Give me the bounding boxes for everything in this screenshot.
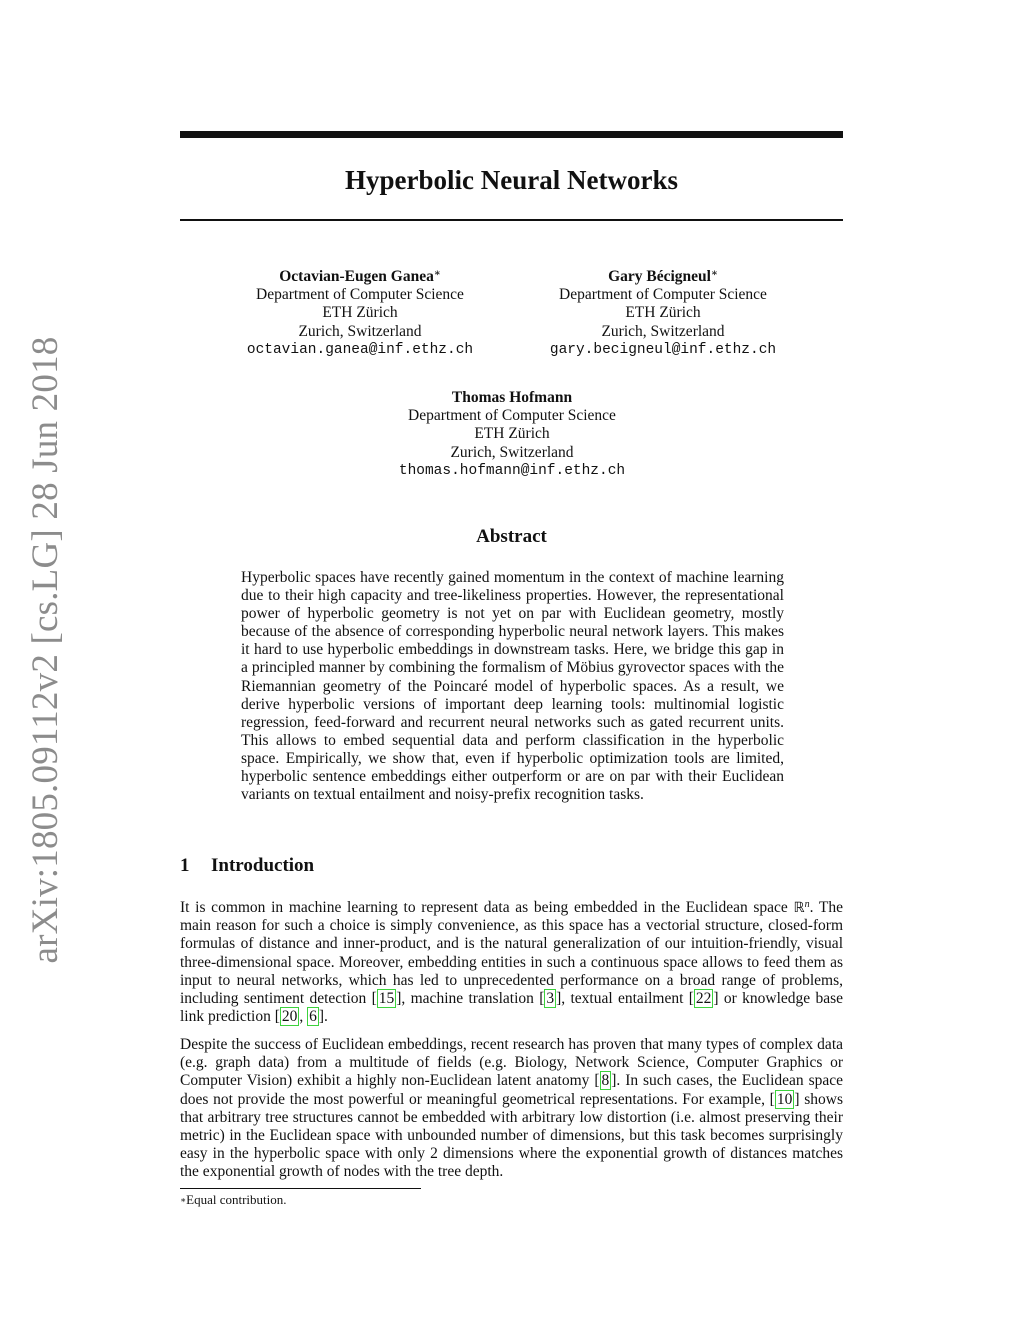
author-email[interactable]: octavian.ganea@inf.ethz.ch [246, 341, 474, 358]
footnote-rule [180, 1188, 421, 1189]
author-name: Gary Bécigneul∗ [608, 268, 718, 285]
author-name: Octavian-Eugen Ganea∗ [279, 268, 441, 285]
real-space-symbol: ℝ [793, 900, 805, 916]
citation-link[interactable]: 22 [695, 990, 712, 1008]
section-title: Introduction [211, 855, 315, 876]
author-location: Zurich, Switzerland [601, 322, 725, 340]
title-top-rule [180, 131, 843, 138]
dimension-exponent: n [804, 899, 810, 910]
section-number: 1 [180, 855, 190, 876]
arxiv-side-stamp: arXiv:1805.09112v2 [cs.LG] 28 Jun 2018 [25, 336, 66, 964]
abstract-heading: Abstract [476, 526, 547, 547]
author-block-hofmann [347, 389, 677, 480]
author-email[interactable]: gary.becigneul@inf.ethz.ch [549, 341, 777, 358]
intro-paragraph-2: Despite the success of Euclidean embeddings, recent research has proven that many types of complex data (e.g. graph data) from a multitude of fields (e.g. Biology, Network Science, Computer Graphics or Computer Vision) exhibit a highly non-Euclidean latent anatomy [ 8 ]. In such cases, the Euclidean space does not provide the most powerful or meaningful geometrical representations. For example, [ 10 ] shows that arbitrary tree structures cannot be embedded with arbitrary low distortion (i.e. almost preserving their metric) in the Euclidean space with unbounded number of dimensions, but this task becomes surprisingly easy in the hyperbolic space with only 2 dimensions where the exponential growth of distances matches the exponential growth of nodes with the tree depth. [180, 1036, 844, 1181]
footnote-text: Equal contribution. [186, 1192, 287, 1207]
abstract-text: Hyperbolic spaces have recently gained momentum in the context of machine learning due to their high capacity and tree-likeliness properties. However, the representational power of hyperbolic geometry is not yet on par with Euclidean geometry, mostly because of the absence of corresponding hyperbolic neural network layers. This makes it hard to use hyperbolic embeddings in downstream tasks. Here, we bridge this gap in a principled manner by combining the formalism of Möbius gyrovector spaces with the Riemannian geometry of the Poincaré model of hyperbolic spaces. As a result, we derive hyperbolic versions of important deep learning tools: multinomial logistic regression, feed-forward and recurrent neural networks such as gated recurrent units. This allows to embed sequential data and perform classification in the hyperbolic space. Empirically, we show that, even if hyperbolic optimization tools are limited, hyperbolic sentence embeddings either outperform or are on par with their Euclidean variants on textual entailment and noisy-prefix recognition tasks. [241, 569, 784, 804]
author-institution: ETH Zürich [625, 304, 701, 322]
intro-paragraph-1: It is common in machine learning to represent data as being embedded in the Euclidean space ℝ$^n$. The main reason for such a choice is simply convenience, as this space has a vectorial structure, closed-form formulas of distance and inner-product, and is the natural generalization of our intuition-friendly, visual three-dimensional space. Moreover, embedding entities in such a continuous space allows to feed them as input to neural networks, which has led to unprecedented performance on a broad range of problems, including sentiment detection [ 15 ], machine translation [ 3 ], textual entailment [ 22 ] or knowledge base link prediction [ 20 , 6 ]. [180, 899, 843, 1026]
citation-link[interactable]: 10 [776, 1090, 793, 1108]
section-heading-introduction [180, 855, 314, 877]
author-department: Department of Computer Science [408, 407, 616, 425]
author-department: Department of Computer Science [559, 286, 767, 304]
title-bottom-rule [180, 219, 843, 221]
citation-link[interactable]: 20 [281, 1008, 298, 1026]
citation-link[interactable]: 3 [546, 990, 555, 1008]
author-department: Department of Computer Science [256, 286, 464, 304]
author-location: Zurich, Switzerland [450, 443, 574, 461]
equal-contribution-mark: ∗ [710, 268, 718, 279]
paper-title: Hyperbolic Neural Networks [345, 165, 678, 195]
citation-link[interactable]: 15 [378, 990, 395, 1008]
author-location: Zurich, Switzerland [298, 322, 422, 340]
author-name: Thomas Hofmann [451, 389, 573, 406]
footnote-mark: ∗ [180, 1195, 187, 1205]
equal-contribution-mark: ∗ [433, 268, 441, 279]
citation-link[interactable]: 6 [309, 1008, 317, 1026]
author-institution: ETH Zürich [474, 425, 550, 443]
author-block-becigneul [498, 268, 828, 359]
author-block-ganea [195, 268, 525, 359]
footnote [180, 1192, 287, 1208]
citation-link[interactable]: 8 [601, 1072, 610, 1090]
author-institution: ETH Zürich [322, 304, 398, 322]
author-email[interactable]: thomas.hofmann@inf.ethz.ch [398, 462, 626, 479]
